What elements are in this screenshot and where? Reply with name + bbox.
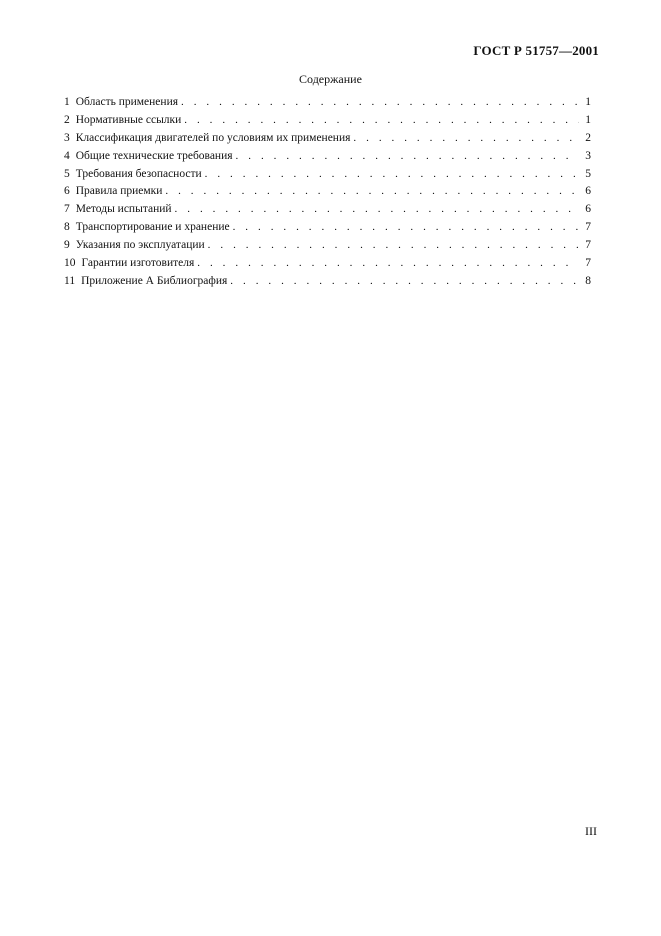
toc-leader-dots (208, 239, 579, 251)
toc-entry-number: 1 (64, 96, 70, 108)
toc-entry-label: Методы испытаний (75, 203, 172, 216)
toc-entry-page: 3 (585, 149, 591, 162)
toc-entry-page: 8 (585, 274, 591, 287)
toc-entry-label: Требования безопасности (75, 167, 202, 180)
toc-entry-label: Нормативные ссылки (75, 113, 182, 126)
toc-entry[interactable] (64, 168, 591, 186)
toc-entry-label: Классификация двигателей по условиям их применения (75, 131, 351, 144)
toc-entry-page: 6 (585, 203, 591, 216)
page-number: III (585, 824, 597, 838)
toc-entry-number: 5 (64, 167, 70, 180)
toc-entry[interactable] (64, 150, 591, 168)
toc-leader-dots (230, 275, 579, 287)
table-of-contents (64, 96, 591, 293)
toc-entry[interactable] (64, 257, 591, 275)
document-code: ГОСТ Р 51757—2001 (473, 43, 599, 58)
toc-entry-label: Указания по эксплуатации (75, 239, 205, 252)
toc-entry[interactable] (64, 96, 591, 114)
toc-entry-number: 6 (64, 185, 70, 198)
toc-entry-label: Правила приемки (75, 185, 163, 198)
toc-entry-number: 2 (64, 113, 70, 126)
toc-leader-dots (165, 185, 579, 197)
toc-entry-number: 11 (64, 274, 76, 287)
toc-leader-dots (175, 203, 579, 215)
toc-entry[interactable] (64, 221, 591, 239)
toc-entry-page: 7 (585, 221, 591, 234)
toc-entry[interactable] (64, 185, 591, 203)
toc-entry-number: 9 (64, 239, 70, 252)
toc-entry-number: 4 (64, 149, 70, 162)
toc-entry-number: 10 (64, 257, 76, 270)
toc-leader-dots (233, 221, 579, 233)
toc-entry[interactable] (64, 203, 591, 221)
toc-entry-number: 8 (64, 221, 70, 234)
toc-leader-dots (205, 168, 579, 180)
toc-entry-page: 7 (585, 257, 591, 270)
toc-entry-label: Транспортирование и хранение (75, 221, 230, 234)
toc-entry-page: 2 (585, 131, 591, 144)
toc-entry-number: 7 (64, 203, 70, 216)
toc-entry-label: Гарантии изготовителя (81, 257, 195, 270)
toc-entry-page: 1 (585, 96, 591, 108)
toc-leader-dots (197, 257, 579, 269)
toc-entry-label: Область применения (75, 96, 179, 108)
toc-entry-page: 6 (585, 185, 591, 198)
toc-entry-page: 5 (585, 167, 591, 180)
toc-entry-label: Приложение А Библиография (81, 274, 228, 287)
toc-entry-number: 3 (64, 131, 70, 144)
toc-entry[interactable] (64, 275, 591, 293)
toc-entry-page: 1 (585, 113, 591, 126)
toc-leader-dots (184, 114, 579, 126)
toc-entry-page: 7 (585, 239, 591, 252)
toc-entry-label: Общие технические требования (75, 149, 233, 162)
toc-leader-dots (181, 96, 579, 108)
toc-entry[interactable] (64, 132, 591, 150)
toc-title: Содержание (299, 72, 362, 86)
toc-entry[interactable] (64, 239, 591, 257)
toc-leader-dots (236, 150, 579, 162)
toc-leader-dots (353, 132, 579, 144)
toc-entry[interactable] (64, 114, 591, 132)
